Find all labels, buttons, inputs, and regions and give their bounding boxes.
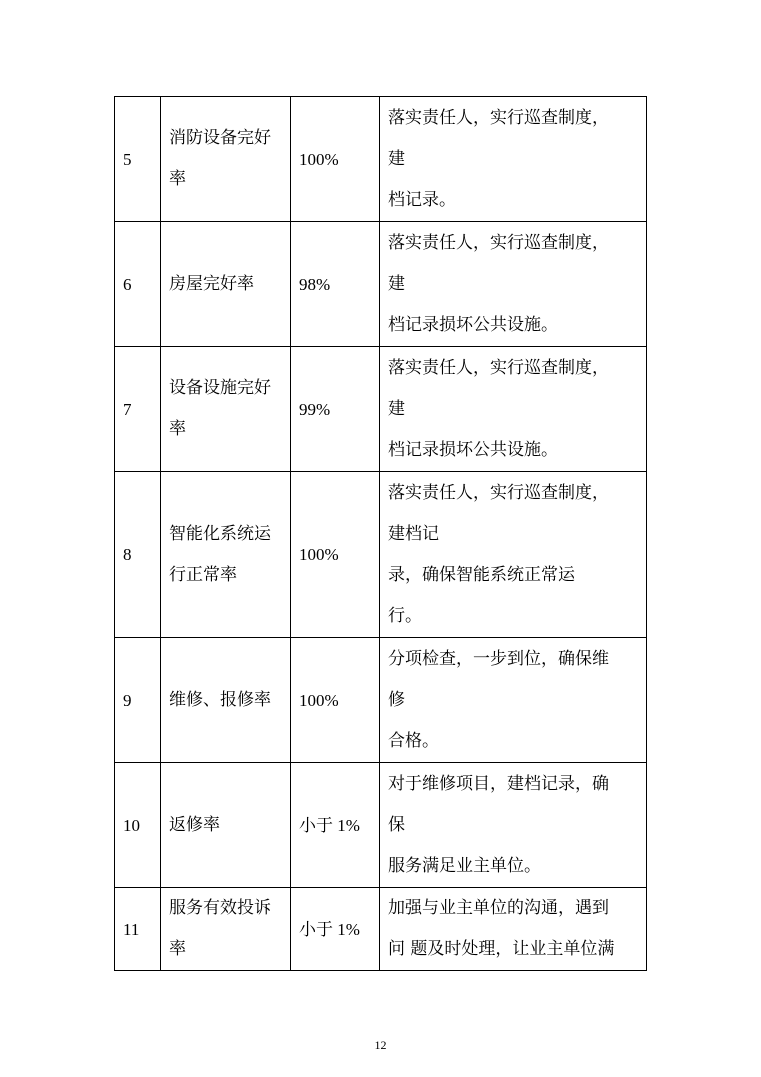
row-measure-line: 服务满足业主单位。 <box>388 855 541 876</box>
row-measure-line: 档记录。 <box>388 189 456 210</box>
row-item <box>161 888 291 971</box>
row-measure-line: 行。 <box>388 605 422 626</box>
row-item <box>161 763 291 888</box>
row-measure-line: 问 题及时处理，让业主单位满 <box>388 939 615 959</box>
row-number: 6 <box>115 222 161 347</box>
row-measure <box>380 222 647 347</box>
row-measure-line: 加强与业主单位的沟通，遇到 <box>388 898 609 918</box>
row-measure-line: 档记录损坏公共设施。 <box>388 314 558 335</box>
row-measure-line: 档记录损坏公共设施。 <box>388 439 558 460</box>
row-measure <box>380 638 647 763</box>
row-item <box>161 347 291 472</box>
row-measure-line: 合格。 <box>388 730 439 751</box>
table-row <box>115 888 647 971</box>
row-measure-line: 修 <box>388 689 405 710</box>
row-number: 8 <box>115 472 161 638</box>
row-target: 小于 1% <box>291 888 380 971</box>
row-measure-line: 落实责任人，实行巡查制度， <box>388 357 609 378</box>
row-item-line: 率 <box>169 419 186 439</box>
row-measure-line: 建 <box>388 148 405 169</box>
row-measure-line: 落实责任人，实行巡查制度， <box>388 107 609 128</box>
row-number: 5 <box>115 97 161 222</box>
row-measure-line: 录，确保智能系统正常运 <box>388 564 575 585</box>
row-measure <box>380 888 647 971</box>
row-number: 10 <box>115 763 161 888</box>
row-measure-line: 分项检查，一步到位，确保维 <box>388 648 609 669</box>
row-measure <box>380 97 647 222</box>
table-body <box>115 97 647 971</box>
row-item-line: 服务有效投诉 <box>169 898 271 918</box>
row-target: 98% <box>291 222 380 347</box>
row-measure-line: 保 <box>388 814 405 835</box>
row-item <box>161 97 291 222</box>
table-row <box>115 763 647 888</box>
row-item-line: 智能化系统运 <box>169 523 271 544</box>
row-measure-line: 建 <box>388 273 405 294</box>
table-row <box>115 638 647 763</box>
row-measure-line: 建档记 <box>388 523 439 544</box>
row-target: 100% <box>291 638 380 763</box>
row-measure-line: 对于维修项目，建档记录，确 <box>388 773 609 794</box>
row-item-line: 房屋完好率 <box>169 273 254 294</box>
row-item-line: 维修、报修率 <box>169 689 271 710</box>
row-item <box>161 472 291 638</box>
row-number: 7 <box>115 347 161 472</box>
row-target: 小于 1% <box>291 763 380 888</box>
row-item-line: 返修率 <box>169 814 220 835</box>
table-row <box>115 472 647 638</box>
page-number: 12 <box>374 1038 387 1052</box>
row-measure <box>380 763 647 888</box>
row-item-line: 率 <box>169 169 186 189</box>
table-row <box>115 222 647 347</box>
row-measure <box>380 347 647 472</box>
row-item-line: 率 <box>169 939 186 959</box>
row-item-line: 消防设备完好 <box>169 128 271 148</box>
row-measure-line: 落实责任人，实行巡查制度， <box>388 232 609 253</box>
row-item <box>161 222 291 347</box>
row-measure-line: 落实责任人，实行巡查制度， <box>388 482 609 503</box>
row-target: 99% <box>291 347 380 472</box>
row-number: 9 <box>115 638 161 763</box>
row-target: 100% <box>291 472 380 638</box>
table-row <box>115 97 647 222</box>
table-row <box>115 347 647 472</box>
service-standards-table <box>114 96 647 971</box>
row-measure-line: 建 <box>388 398 405 419</box>
row-item <box>161 638 291 763</box>
row-measure <box>380 472 647 638</box>
row-number: 11 <box>115 888 161 971</box>
row-item-line: 设备设施完好 <box>169 378 271 398</box>
row-target: 100% <box>291 97 380 222</box>
row-item-line: 行正常率 <box>169 564 237 585</box>
